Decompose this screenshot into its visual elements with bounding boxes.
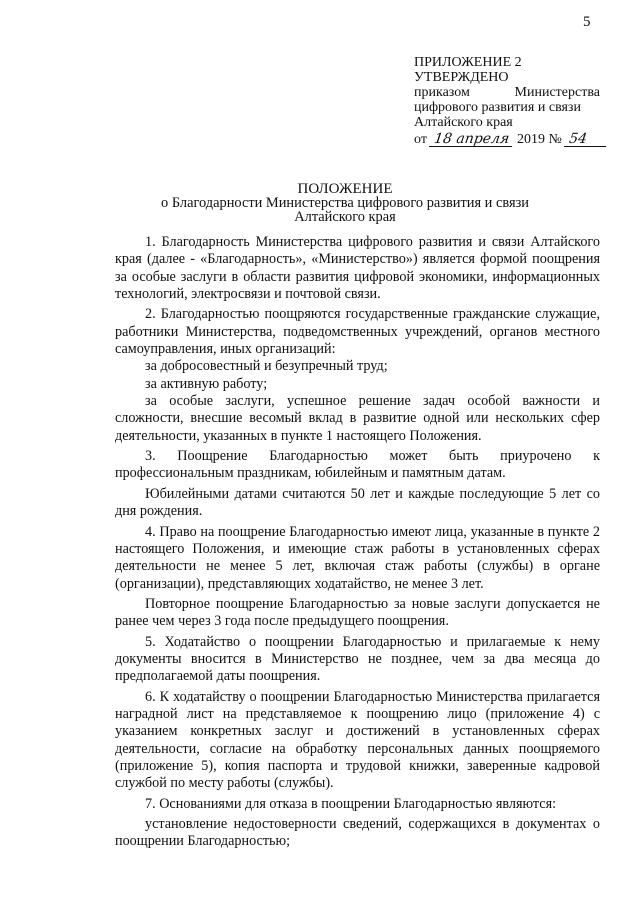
paragraph-7-item-1: установление недостоверности сведений, содержащихся в документах о поощрении Благодарностью; [115, 816, 600, 850]
date-line [414, 132, 600, 147]
approved-label: УТВЕРЖДЕНО [414, 70, 509, 85]
paragraph-1: 1. Благодарность Министерства цифрового развития и связи Алтайского края (далее - «Благодарность», «Министерство») является формой поощрения за особые заслуги в области развития цифровой экономики, информационных технологий, электросвязи и почтовой связи. [115, 234, 600, 303]
paragraph-3: 3. Поощрение Благодарностью может быть приурочено к профессиональным праздникам, юбилейным и памятным датам. [115, 448, 600, 482]
order-line [414, 85, 600, 100]
handwritten-date: 18 апреля [429, 133, 514, 147]
paragraph-4-note: Повторное поощрение Благодарностью за новые заслуги допускается не ранее чем через 3 года после предыдущего поощрения. [115, 595, 600, 630]
appendix-label: ПРИЛОЖЕНИЕ 2 [414, 55, 522, 70]
title-line-3: Алтайского края [294, 209, 396, 225]
title-main: ПОЛОЖЕНИЕ [297, 181, 393, 197]
paragraph-2-item-3: за особые заслуги, успешное решение задач особой важности и сложности, внесшие весомый вклад в развитие одной или нескольких сфер деятельности, указанных в пункте 1 настоящего Положения. [115, 393, 600, 444]
ministry-line-2: цифрового развития и связи [414, 100, 581, 115]
year-and-number-label: 2019 № [517, 132, 562, 147]
order-word: приказом [414, 85, 470, 100]
paragraph-7: 7. Основаниями для отказа в поощрении Благодарностью являются: [145, 795, 557, 812]
document-title [100, 182, 590, 224]
title-line-2: о Благодарности Министерства цифрового развития и связи [161, 195, 529, 211]
handwritten-number: 54 [564, 133, 608, 147]
ministry-word: Министерства [514, 85, 600, 100]
paragraph-3-note: Юбилейными датами считаются 50 лет и каждые последующие 5 лет со дня рождения. [115, 485, 600, 520]
paragraph-2-item-1: за добросовестный и безупречный труд; [145, 358, 388, 375]
paragraph-2: 2. Благодарностью поощряются государственные гражданские служащие, работники Министерства, подведомственных учреждений, органов местного самоуправления, иных организаций: [115, 306, 600, 358]
page-number: 5 [583, 14, 591, 30]
document-body [115, 234, 600, 851]
paragraph-5: 5. Ходатайство о поощрении Благодарностью и прилагаемые к нему документы вносится в Министерство не позднее, чем за два месяца до предполагаемой даты поощрения. [115, 633, 600, 685]
ministry-line-3: Алтайского края [414, 115, 513, 130]
paragraph-6: 6. К ходатайству о поощрении Благодарностью Министерства прилагается наградной лист на представляемое к поощрению лицо (приложение 4) с указанием конкретных заслуг и достижений в установленных сферах деятельности, согласие на обработку персональных данных поощряемого (приложение 5), копия паспорта и трудовой книжки, заверенные кадровой службой по месту работы (службы). [115, 688, 600, 792]
paragraph-4: 4. Право на поощрение Благодарностью имеют лица, указанные в пункте 2 настоящего Положения, и имеющие стаж работы в установленных сферах деятельности не менее 5 лет, включая стаж работы (службы) в органе (организации), представляющих ходатайство, не менее 3 лет. [115, 523, 600, 592]
date-prefix: от [414, 132, 427, 147]
approval-stamp [414, 55, 600, 147]
paragraph-2-item-2: за активную работу; [145, 375, 268, 392]
